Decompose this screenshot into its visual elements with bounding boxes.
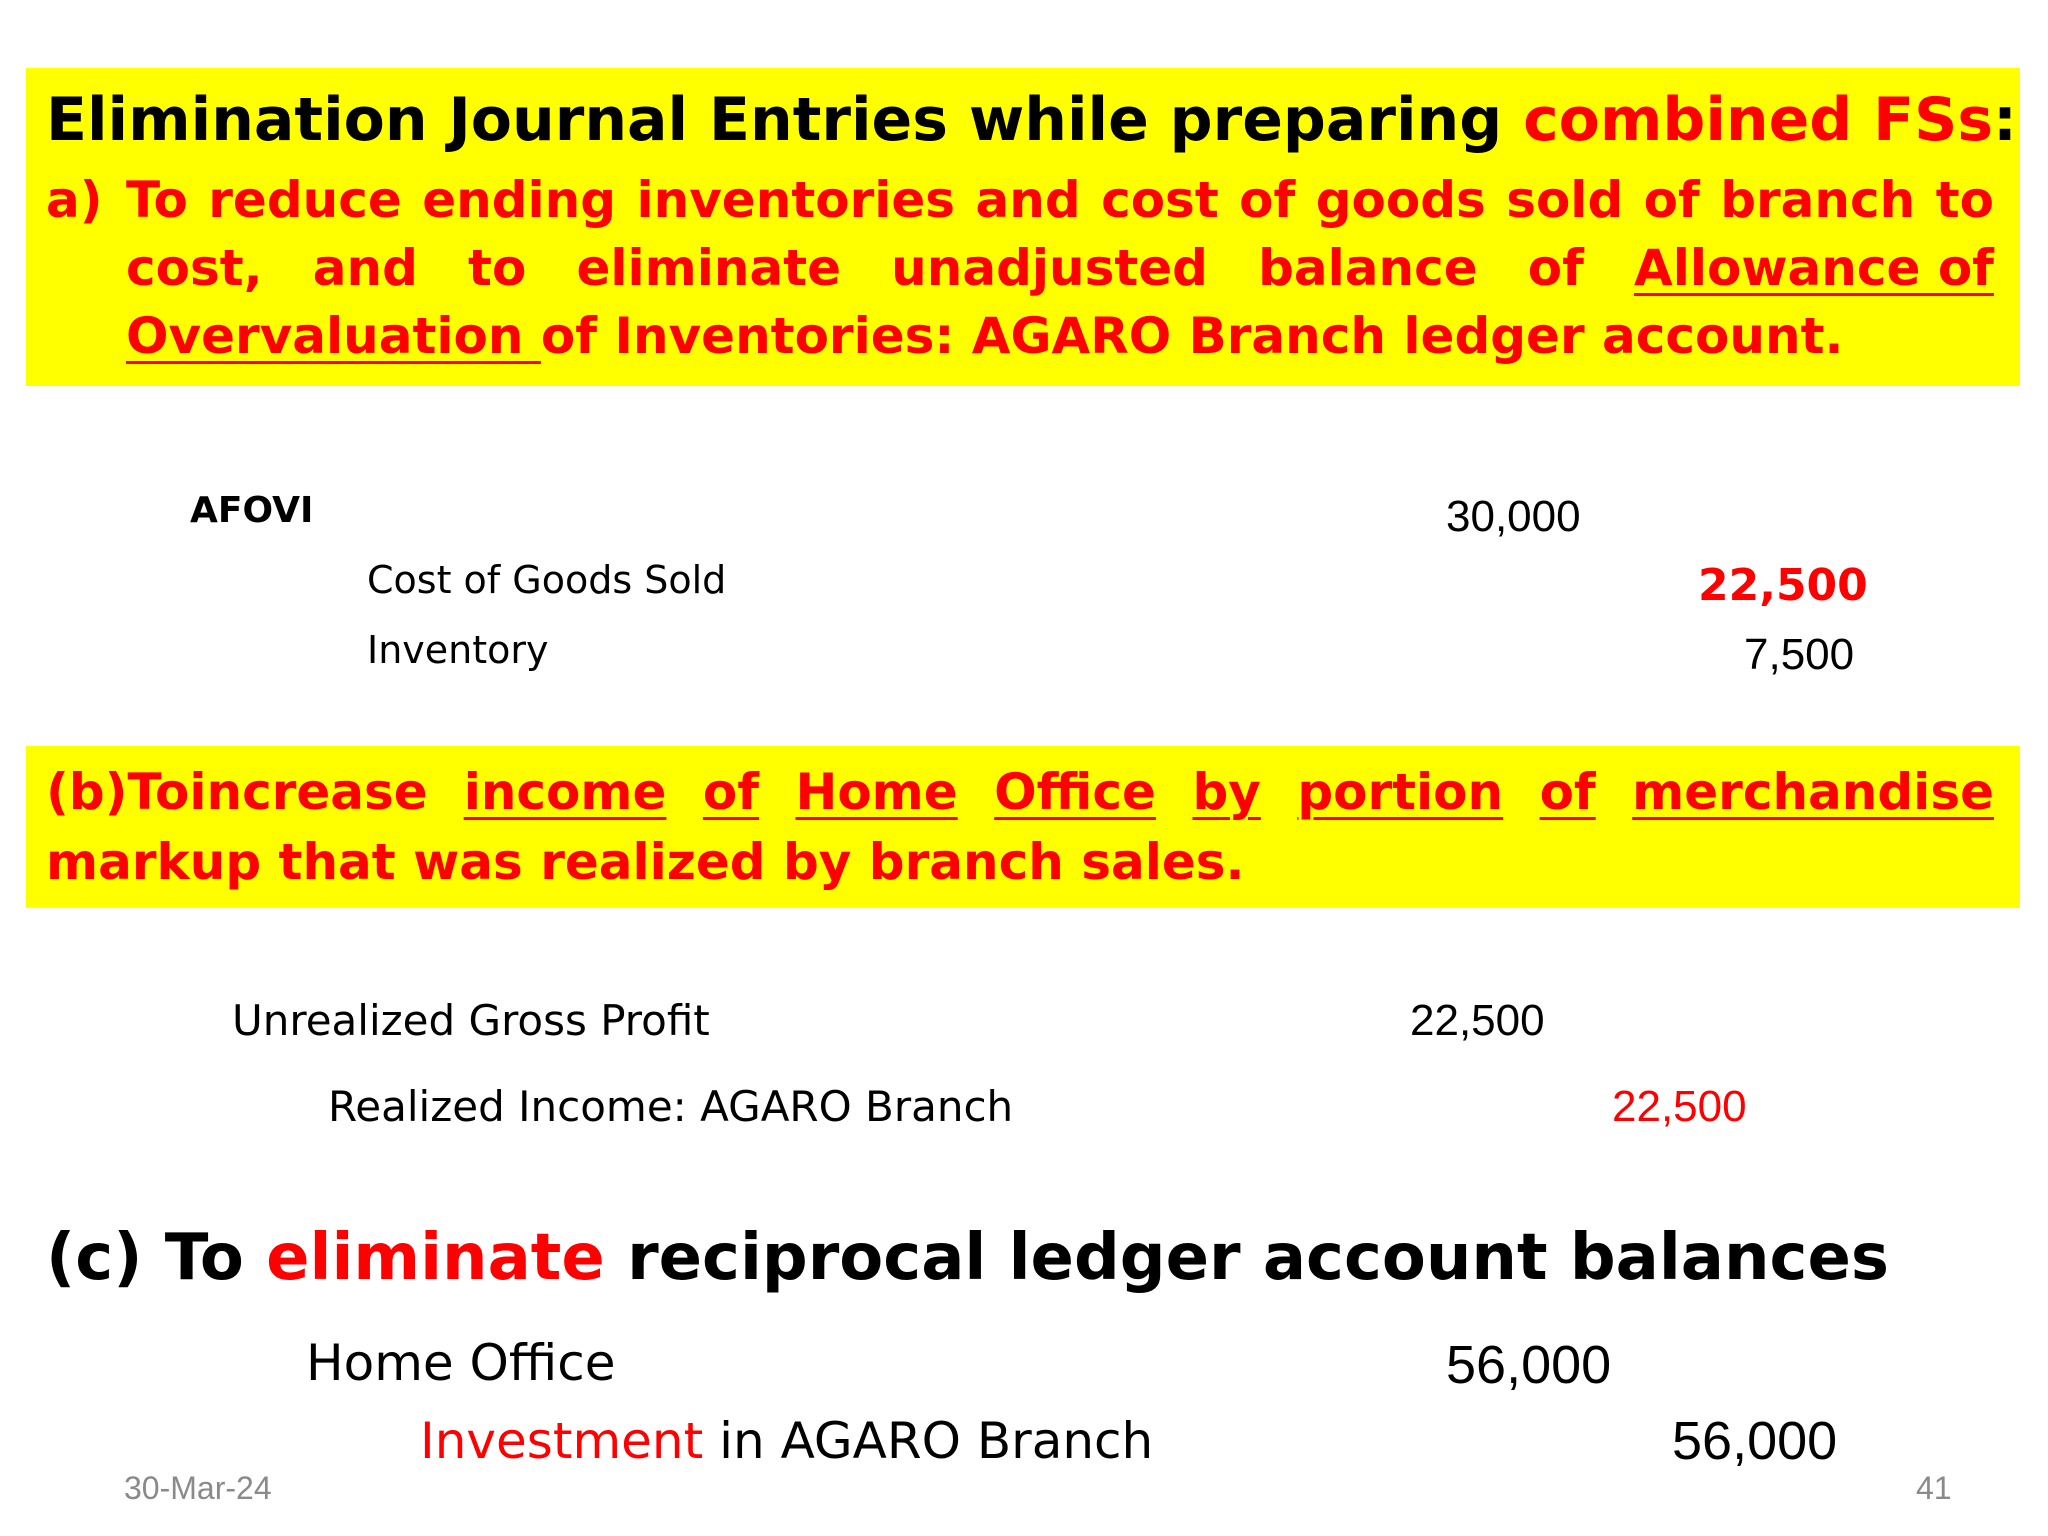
underlined-word: income <box>463 763 667 821</box>
label-a: a) <box>46 171 103 229</box>
entry-a-credit2-account: Inventory <box>367 628 549 672</box>
title-highlight: combined FSs <box>1523 85 1994 155</box>
word: cost <box>1101 171 1219 229</box>
underlined-word: of <box>702 763 759 821</box>
word: and <box>975 171 1081 229</box>
entry-c-credit-account <box>420 1412 1153 1470</box>
underlined-word: by <box>1192 763 1261 821</box>
section-a-label <box>46 168 103 232</box>
footer-page-number: 41 <box>1916 1470 1952 1506</box>
word: goods <box>1315 171 1486 229</box>
section-c-heading <box>46 1220 1889 1296</box>
title-text: Elimination Journal Entries while preparing <box>46 85 1503 155</box>
heading-text: (c) To <box>46 1221 244 1295</box>
word: inventories <box>636 171 956 229</box>
word: to <box>1935 171 1994 229</box>
underlined-text: Overvaluation <box>126 307 541 365</box>
line-text: of Inventories: AGARO Branch ledger account. <box>540 307 1844 365</box>
entry-a-credit1-account: Cost of Goods Sold <box>367 558 727 602</box>
word: To <box>126 171 188 229</box>
entry-a-debit-amount: 30,000 <box>1446 492 1581 541</box>
section-a-title <box>46 84 2017 156</box>
underlined-word: of <box>1539 763 1596 821</box>
heading-text-end: reciprocal ledger account balances <box>627 1221 1889 1295</box>
word: ending <box>422 171 617 229</box>
section-a-line-1 <box>126 168 1994 232</box>
word: of <box>1239 171 1296 229</box>
underlined-text <box>464 760 1994 824</box>
underlined-word: Office <box>994 763 1156 821</box>
underlined-word: Home <box>795 763 958 821</box>
word: to <box>468 239 527 297</box>
credit-account-text: in AGARO Branch <box>703 1412 1154 1470</box>
entry-b-credit-amount: 22,500 <box>1612 1082 1747 1131</box>
section-a-line-2 <box>126 236 1994 300</box>
word: of <box>1643 171 1700 229</box>
entry-a-credit1-amount: 22,500 <box>1698 560 1868 611</box>
entry-b-debit-amount: 22,500 <box>1410 996 1545 1045</box>
credit-account-highlight: Investment <box>420 1412 704 1470</box>
footer-date: 30-Mar-24 <box>124 1470 272 1506</box>
word: eliminate <box>576 239 842 297</box>
word: unadjusted <box>891 239 1208 297</box>
entry-a-debit-account: AFOVI <box>190 490 314 531</box>
word: To <box>127 763 190 821</box>
word: of <box>1527 239 1584 297</box>
word: (b) <box>46 763 128 821</box>
section-a-line-3 <box>126 304 1843 368</box>
word: cost, <box>126 239 263 297</box>
underlined-word: merchandise <box>1632 763 1994 821</box>
word: increase <box>189 763 428 821</box>
word: reduce <box>208 171 402 229</box>
entry-c-debit-account: Home Office <box>306 1334 616 1392</box>
underlined-text: Allowance of <box>1634 239 1994 297</box>
entry-b-debit-account: Unrealized Gross Profit <box>232 996 710 1045</box>
word: balance <box>1258 239 1478 297</box>
heading-highlight: eliminate <box>266 1221 605 1295</box>
underlined-word: portion <box>1297 763 1504 821</box>
word: and <box>312 239 418 297</box>
section-b-line-1 <box>46 760 1994 824</box>
entry-c-credit-amount: 56,000 <box>1672 1411 1838 1471</box>
entry-c-debit-amount: 56,000 <box>1446 1335 1612 1395</box>
title-colon: : <box>1993 85 2018 155</box>
word: branch <box>1720 171 1916 229</box>
entry-b-credit-account: Realized Income: AGARO Branch <box>328 1082 1014 1131</box>
word: sold <box>1506 171 1624 229</box>
entry-a-credit2-amount: 7,500 <box>1744 630 1855 679</box>
section-b-line-2: markup that was realized by branch sales. <box>46 833 1245 891</box>
